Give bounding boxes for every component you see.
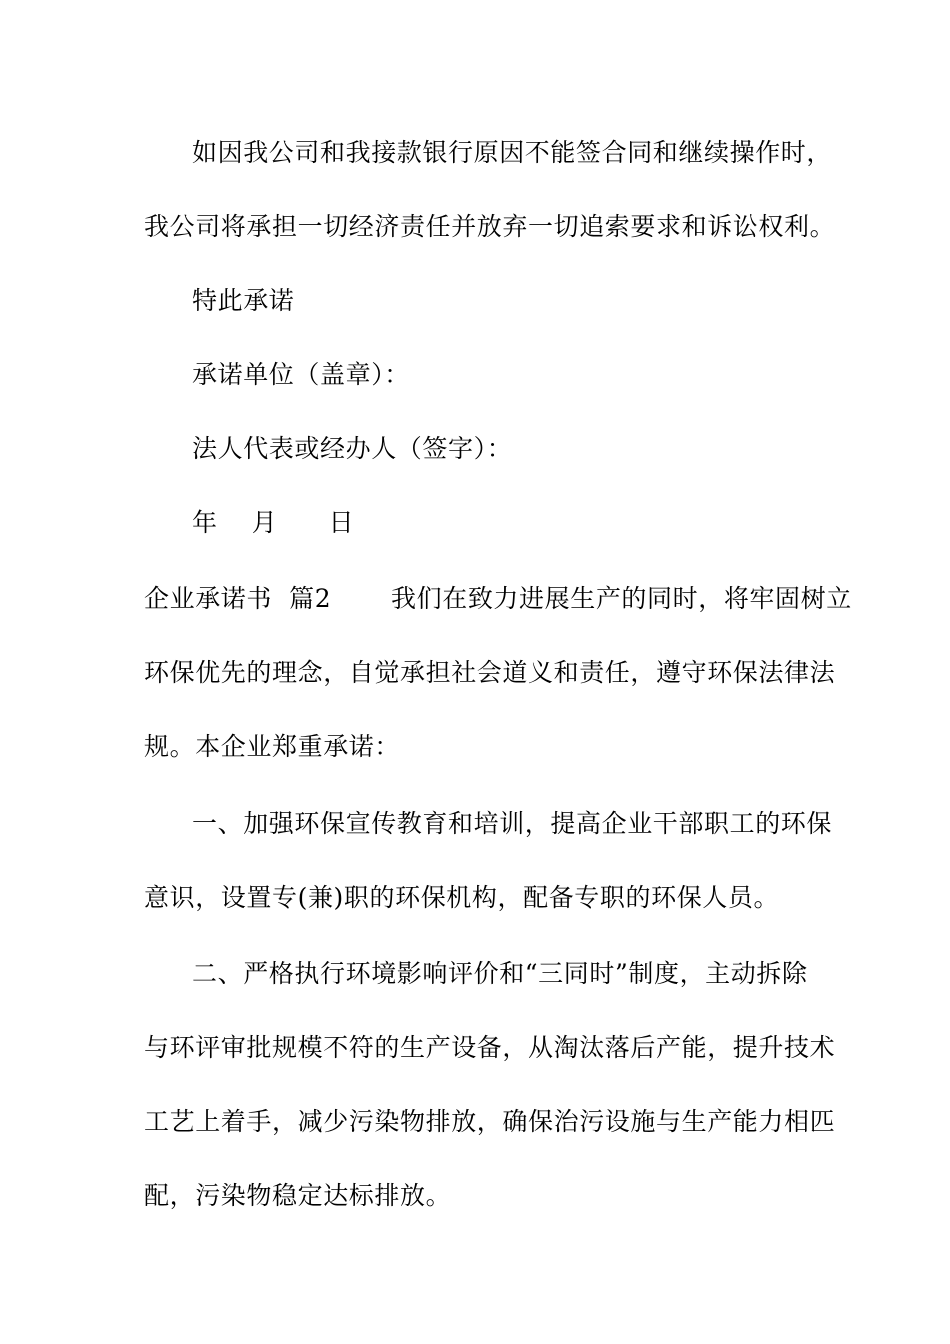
signature-unit-label: 承诺单位（盖章）： xyxy=(192,360,410,389)
paragraph-line: 我公司将承担一切经济责任并放弃一切追索要求和诉讼权利。 xyxy=(144,212,836,241)
paragraph-line: 规。本企业郑重承诺： xyxy=(144,732,401,761)
date-line: 年 月 日 xyxy=(192,508,355,537)
paragraph-line: 环保优先的理念，自觉承担社会道义和责任，遵守环保法律法 xyxy=(144,658,836,687)
paragraph-line: 二、严格执行环境影响评价和“三同时”制度，主动拆除 xyxy=(192,959,808,988)
paragraph-line: 意识，设置专(兼)职的环保机构，配备专职的环保人员。 xyxy=(144,883,780,912)
paragraph-line: 与环评审批规模不符的生产设备，从淘汰落后产能，提升技术 xyxy=(144,1033,836,1062)
signature-person-label: 法人代表或经办人（签字）： xyxy=(192,434,513,463)
paragraph-line: 一、加强环保宣传教育和培训，提高企业干部职工的环保 xyxy=(192,809,833,838)
section-heading-line: 企业承诺书 篇2 我们在致力进展生产的同时，将牢固树立 xyxy=(144,584,852,613)
paragraph-line: 配，污染物稳定达标排放。 xyxy=(144,1181,452,1210)
paragraph-line: 工艺上着手，减少污染物排放，确保治污设施与生产能力相匹 xyxy=(144,1107,836,1136)
closing-phrase: 特此承诺 xyxy=(192,286,295,315)
paragraph-line: 如因我公司和我接款银行原因不能签合同和继续操作时， xyxy=(192,138,833,167)
